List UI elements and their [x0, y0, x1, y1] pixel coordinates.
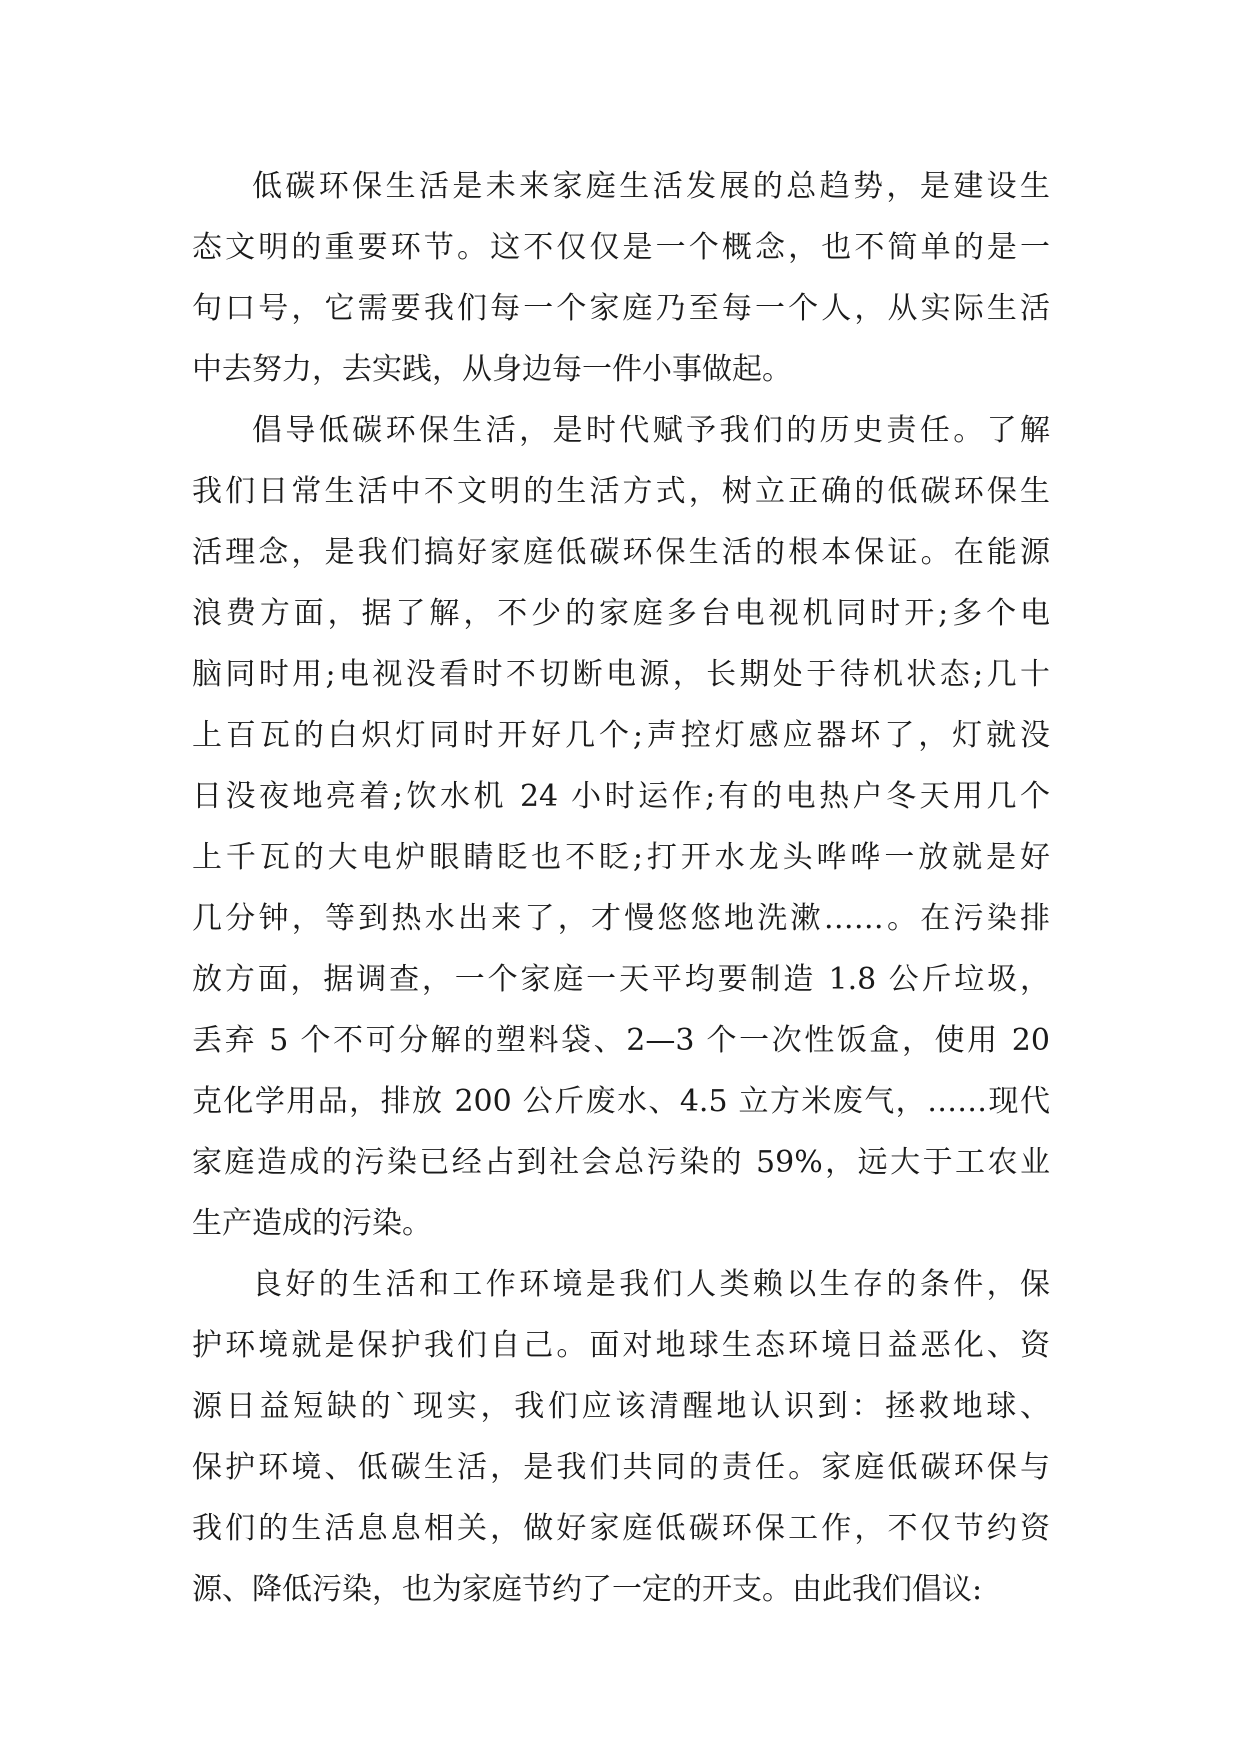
text-line: 上千瓦的大电炉眼睛眨也不眨;打开水龙头哗哗一放就是好 — [192, 840, 1050, 875]
text-line: 句口号，它需要我们每一个家庭乃至每一个人，从实际生活 — [192, 291, 1050, 326]
paragraph-2 — [192, 400, 1050, 1254]
text-line: 态文明的重要环节。这不仅仅是一个概念，也不简单的是一 — [192, 230, 1050, 265]
text-line: 上百瓦的白炽灯同时开好几个;声控灯感应器坏了，灯就没 — [192, 718, 1050, 753]
text-line: 护环境就是保护我们自己。面对地球生态环境日益恶化、资 — [192, 1328, 1050, 1363]
text-line: 家庭造成的污染已经占到社会总污染的 59%，远大于工农业 — [192, 1145, 1050, 1180]
text-line: 脑同时用;电视没看时不切断电源，长期处于待机状态;几十 — [192, 657, 1050, 692]
text-line: 几分钟，等到热水出来了，才慢悠悠地洗漱……。在污染排 — [192, 901, 1050, 936]
text-line: 低碳环保生活是未来家庭生活发展的总趋势，是建设生 — [252, 169, 1050, 204]
paragraph-1 — [192, 156, 1050, 400]
text-line: 源日益短缺的`现实，我们应该清醒地认识到：拯救地球、 — [192, 1389, 1050, 1424]
text-line: 我们的生活息息相关，做好家庭低碳环保工作，不仅节约资 — [192, 1511, 1050, 1546]
paragraph-3 — [192, 1254, 1050, 1620]
text-line: 中去努力，去实践，从身边每一件小事做起。 — [192, 352, 792, 387]
text-line: 活理念，是我们搞好家庭低碳环保生活的根本保证。在能源 — [192, 535, 1050, 570]
text-line: 放方面，据调查，一个家庭一天平均要制造 1.8 公斤垃圾， — [192, 962, 1050, 997]
text-line: 日没夜地亮着;饮水机 24 小时运作;有的电热户冬天用几个 — [192, 779, 1050, 814]
text-line: 我们日常生活中不文明的生活方式，树立正确的低碳环保生 — [192, 474, 1050, 509]
text-line: 丢弃 5 个不可分解的塑料袋、2—3 个一次性饭盒，使用 20 — [192, 1023, 1050, 1058]
text-line: 倡导低碳环保生活，是时代赋予我们的历史责任。了解 — [252, 413, 1050, 448]
text-line: 克化学用品，排放 200 公斤废水、4.5 立方米废气，……现代 — [192, 1084, 1050, 1119]
text-line: 源、降低污染，也为家庭节约了一定的开支。由此我们倡议: — [192, 1572, 983, 1607]
text-line: 良好的生活和工作环境是我们人类赖以生存的条件，保 — [252, 1267, 1050, 1302]
text-line: 浪费方面，据了解，不少的家庭多台电视机同时开;多个电 — [192, 596, 1050, 631]
document-body — [192, 156, 1050, 1620]
text-line: 保护环境、低碳生活，是我们共同的责任。家庭低碳环保与 — [192, 1450, 1050, 1485]
text-line: 生产造成的污染。 — [192, 1206, 432, 1241]
